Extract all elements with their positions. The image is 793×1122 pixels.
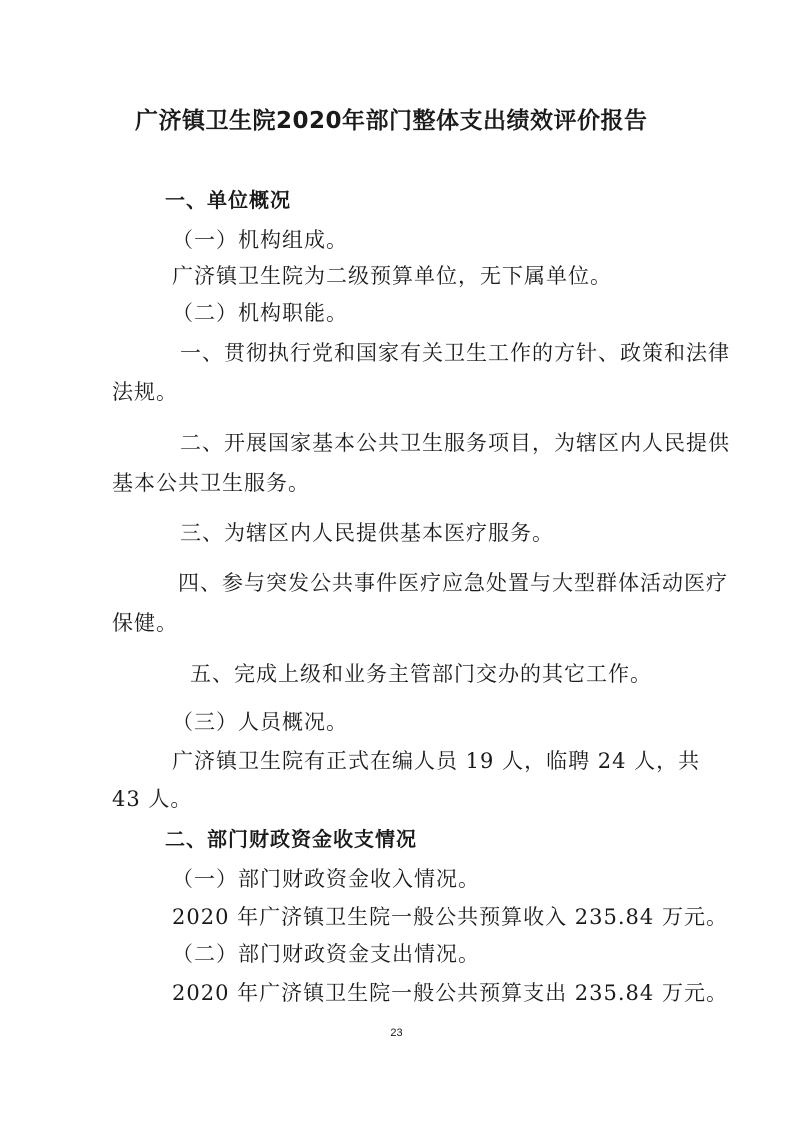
duty-3: 三、为辖区内人民提供基本医疗服务。 — [180, 521, 554, 545]
page-number: 23 — [390, 1027, 403, 1039]
subsection-heading-2-1: （一）部门财政资金收入情况。 — [172, 867, 480, 891]
section-heading-1: 一、单位概况 — [165, 188, 291, 212]
duty-1-line-2: 法规。 — [112, 380, 178, 404]
duty-4-line-2: 保健。 — [112, 611, 178, 635]
subsection-heading-1-3: （三）人员概况。 — [172, 710, 348, 734]
subsection-heading-1-2: （二）机构职能。 — [172, 301, 348, 325]
paragraph-org-structure: 广济镇卫生院为二级预算单位，无下属单位。 — [172, 264, 612, 288]
duty-2-line-2: 基本公共卫生服务。 — [112, 471, 310, 495]
paragraph-expenditure: 2020 年广济镇卫生院一般公共预算支出 235.84 万元。 — [172, 981, 728, 1005]
subsection-heading-2-2: （二）部门财政资金支出情况。 — [172, 942, 480, 966]
staff-overview-line-1: 广济镇卫生院有正式在编人员 19 人，临聘 24 人，共 — [172, 749, 701, 773]
duty-1-line-1: 一、贯彻执行党和国家有关卫生工作的方针、政策和法律 — [180, 341, 730, 365]
staff-overview-line-2: 43 人。 — [112, 787, 193, 811]
section-heading-2: 二、部门财政资金收支情况 — [165, 827, 417, 851]
duty-4-line-1: 四、参与突发公共事件医疗应急处置与大型群体活动医疗 — [178, 571, 728, 595]
document-title: 广济镇卫生院2020年部门整体支出绩效评价报告 — [135, 108, 648, 134]
duty-5: 五、完成上级和业务主管部门交办的其它工作。 — [190, 662, 652, 686]
subsection-heading-1-1: （一）机构组成。 — [172, 228, 348, 252]
duty-2-line-1: 二、开展国家基本公共卫生服务项目，为辖区内人民提供 — [180, 431, 730, 455]
paragraph-revenue: 2020 年广济镇卫生院一般公共预算收入 235.84 万元。 — [172, 905, 728, 929]
